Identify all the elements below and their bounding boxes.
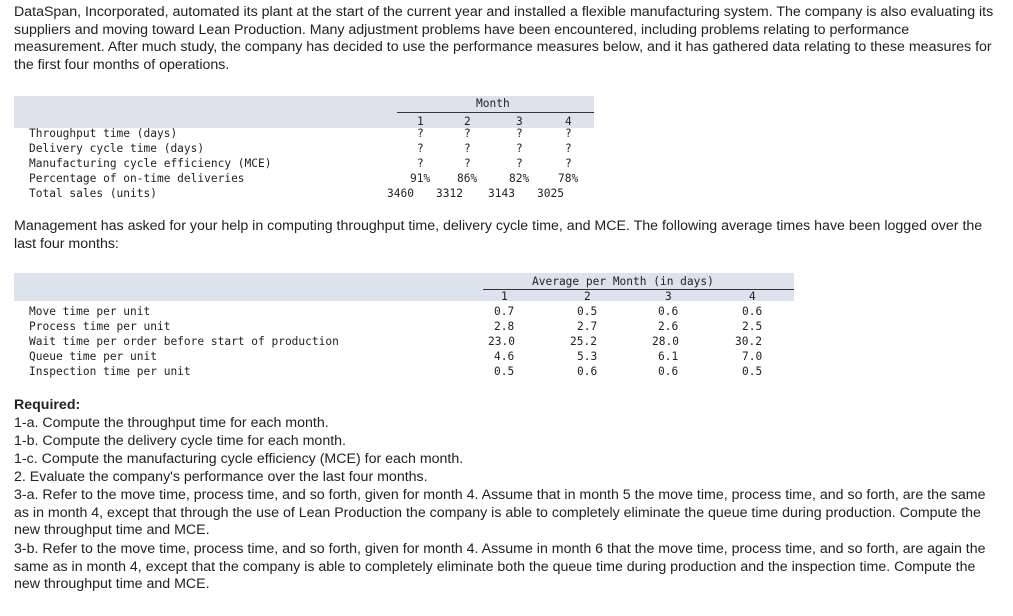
month-header-3: 3 [516, 115, 523, 128]
row-label: Delivery cycle time (days) [29, 142, 205, 155]
row-label: Percentage of on-time deliveries [29, 172, 245, 185]
month-header-1: 1 [417, 115, 424, 128]
row-label: Queue time per unit [29, 350, 157, 363]
required-item-1c: 1-c. Compute the manufacturing cycle efficiency (MCE) for each month. [14, 451, 464, 467]
required-item-2: 2. Evaluate the company's performance over the last four months. [14, 469, 428, 485]
header-rule [397, 112, 594, 113]
month-header-1: 1 [501, 290, 508, 303]
required-item-1b: 1-b. Compute the delivery cycle time for each month. [14, 433, 346, 449]
month-header-2: 2 [584, 290, 591, 303]
row-label: Inspection time per unit [29, 365, 191, 378]
row-label: Wait time per order before start of production [29, 335, 339, 348]
month-header-2: 2 [464, 115, 471, 128]
mid-paragraph: Management has asked for your help in computing throughput time, delivery cycle time, and MCE. The following average times have been logged over the last four months: [14, 218, 983, 252]
month-header-3: 3 [665, 290, 672, 303]
required-item-3b: 3-b. Refer to the move time, process time, and so forth, given for month 4. Assume in month 6 that the move time, process time, and so forth, are again the same as in month 4, except that the company is able to completely eliminate both the queue time during production and the inspection time. Compute the new throughput time and MCE. [14, 541, 986, 593]
header-rule [483, 289, 794, 290]
row-label: Process time per unit [29, 320, 171, 333]
required-title: Required: [14, 397, 81, 413]
month-header-4: 4 [749, 290, 756, 303]
average-times-table: Average per Month (in days) 1 2 3 4 Move time per unit 0.7 0.5 0.6 0.6 Process time per unit 2.8 2.7 2.6 2.5 Wait time per order before start of production 23.0 25.2 28.0 30.2 Queue time per unit 4.6 5.3 6.1 7.0 Inspection time per unit 0.5 0.6 0.6 0.5 [14, 273, 804, 383]
month-header-4: 4 [565, 115, 572, 128]
average-group-header: Average per Month (in days) [532, 275, 714, 288]
row-label: Manufacturing cycle efficiency (MCE) [29, 157, 272, 170]
row-label: Total sales (units) [29, 187, 157, 200]
required-item-3a: 3-a. Refer to the move time, process time, and so forth, given for month 4. Assume that in month 5 the move time, process time, and so forth, are the same as in month 4, except that through the use of Lean Production the company is able to completely eliminate the queue time during production. Compute the new throughput time and MCE. [14, 487, 986, 539]
intro-paragraph: DataSpan, Incorporated, automated its plant at the start of the current year and installed a flexible manufacturing system. The company is also evaluating its suppliers and moving toward Lean Production. Many adjustment problems have been encountered, including problems relating to performance measurement. After much study, the company has decided to use the performance measures below, and it has gathered data relating to these measures for the first four months of operations. [14, 4, 994, 73]
row-label: Move time per unit [29, 305, 151, 318]
row-label: Throughput time (days) [29, 127, 178, 140]
performance-measures-table: Month 1 2 3 4 Throughput time (days) ? ? ? ? Delivery cycle time (days) ? ? ? ? Manufacturing cycle efficiency (MCE) ? ? ? ? Percentage of on-time deliveries 91% 86% 82% 78% Total sales (units) 3460 3312 3143 3025 [14, 96, 614, 206]
month-group-header: Month [476, 97, 510, 110]
required-item-1a: 1-a. Compute the throughput time for each month. [14, 415, 329, 431]
